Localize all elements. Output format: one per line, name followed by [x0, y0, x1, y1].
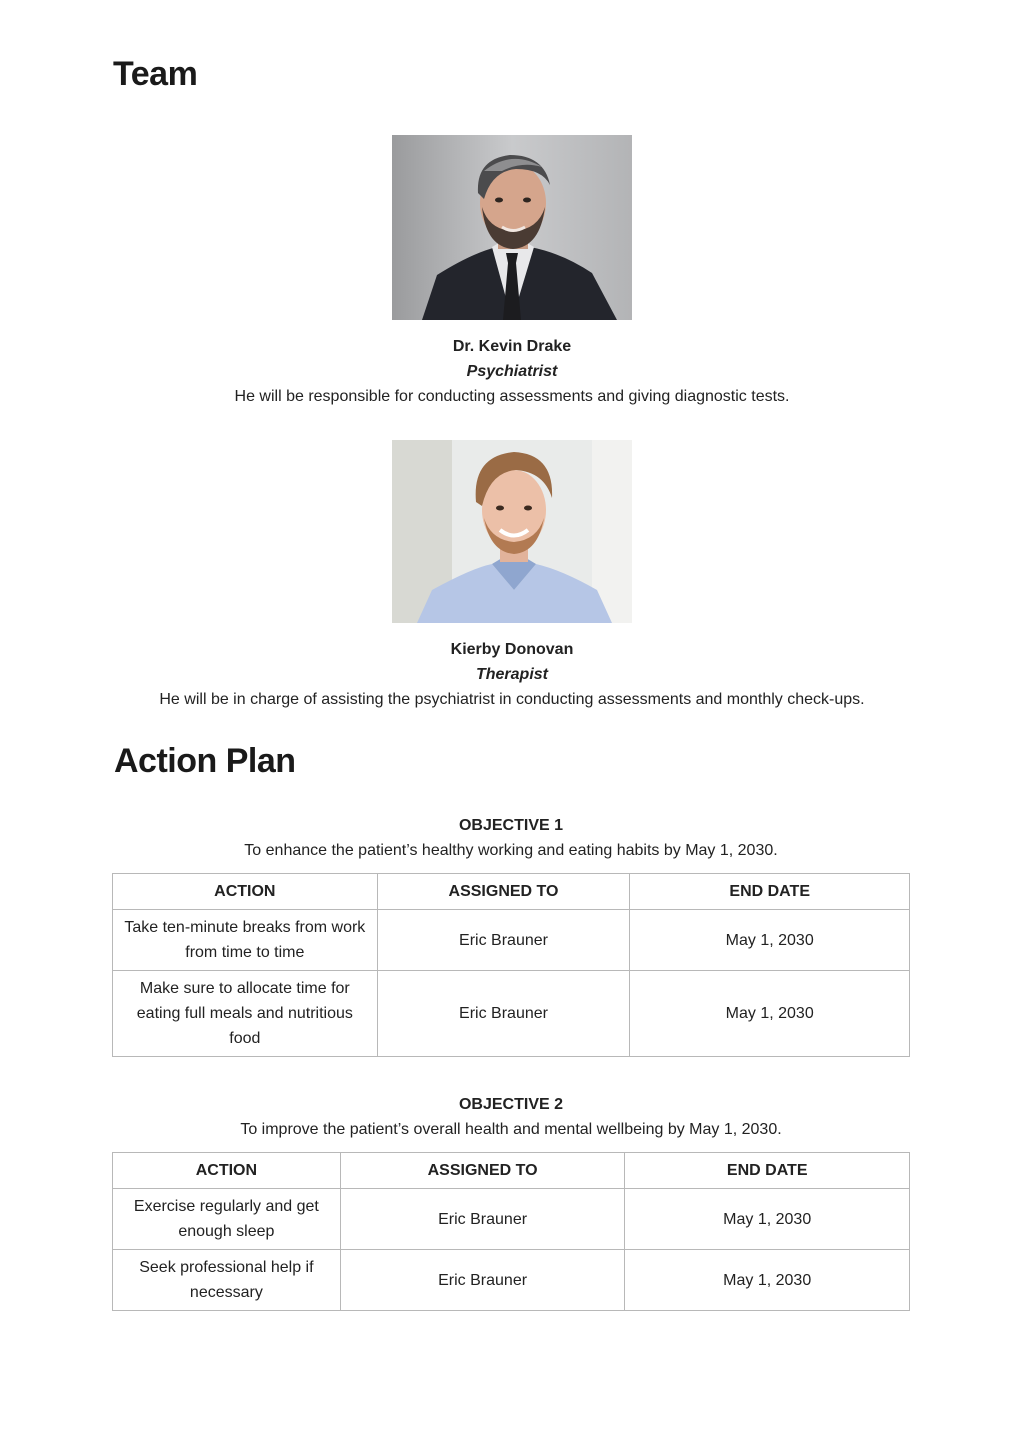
team-heading: Team	[113, 55, 198, 93]
table-row	[113, 910, 910, 971]
team-member-card	[112, 135, 912, 409]
portrait-man-suit	[392, 135, 632, 320]
team-member-card	[112, 440, 912, 712]
member-description: He will be in charge of assisting the psychiatrist in conducting assessments and monthly check-ups.	[159, 691, 865, 708]
objective-description: To improve the patient’s overall health and mental wellbeing by May 1, 2030.	[240, 1121, 782, 1138]
table-row	[113, 971, 910, 1057]
objective-1-table	[112, 873, 910, 1057]
objective-2-table	[112, 1152, 910, 1311]
column-header: END DATE	[630, 874, 910, 910]
objective-description: To enhance the patient’s healthy working and eating habits by May 1, 2030.	[244, 842, 778, 859]
end-date-cell: May 1, 2030	[625, 1189, 910, 1250]
member-photo	[392, 135, 632, 320]
objective-title: OBJECTIVE 1	[458, 817, 564, 834]
table-header-row	[113, 874, 910, 910]
end-date-cell: May 1, 2030	[625, 1250, 910, 1311]
objective-header	[112, 1092, 910, 1142]
column-header: END DATE	[625, 1153, 910, 1189]
member-description: He will be responsible for conducting assessments and giving diagnostic tests.	[234, 388, 790, 405]
member-name: Kierby Donovan	[450, 641, 574, 658]
member-name: Dr. Kevin Drake	[452, 338, 572, 355]
action-cell: Exercise regularly and get enough sleep	[113, 1189, 341, 1250]
assigned-to-cell: Eric Brauner	[377, 971, 630, 1057]
assigned-to-cell: Eric Brauner	[377, 910, 630, 971]
action-cell: Make sure to allocate time for eating full meals and nutritious food	[113, 971, 378, 1057]
member-photo	[392, 440, 632, 623]
action-cell: Take ten-minute breaks from work from time to time	[113, 910, 378, 971]
member-role: Psychiatrist	[466, 363, 558, 380]
portrait-man-shirt	[392, 440, 632, 623]
column-header: ACTION	[113, 874, 378, 910]
assigned-to-cell: Eric Brauner	[340, 1250, 625, 1311]
assigned-to-cell: Eric Brauner	[340, 1189, 625, 1250]
member-role: Therapist	[475, 666, 548, 683]
action-cell: Seek professional help if necessary	[113, 1250, 341, 1311]
table-row	[113, 1250, 910, 1311]
column-header: ACTION	[113, 1153, 341, 1189]
action-plan-heading: Action Plan	[114, 742, 296, 780]
objective-header	[112, 813, 910, 863]
end-date-cell: May 1, 2030	[630, 910, 910, 971]
end-date-cell: May 1, 2030	[630, 971, 910, 1057]
column-header: ASSIGNED TO	[377, 874, 630, 910]
table-row	[113, 1189, 910, 1250]
objective-title: OBJECTIVE 2	[458, 1096, 564, 1113]
column-header: ASSIGNED TO	[340, 1153, 625, 1189]
table-header-row	[113, 1153, 910, 1189]
